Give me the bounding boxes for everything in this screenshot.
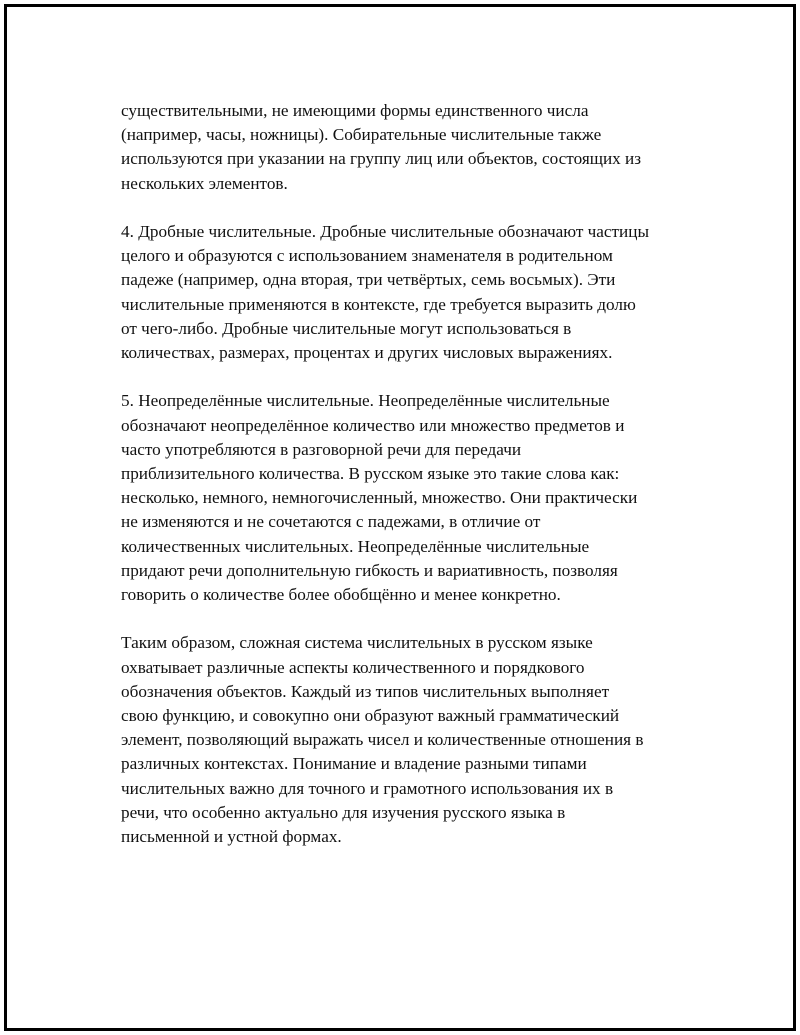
text-line: различных контекстах. Понимание и владение разными типами [121,754,587,774]
text-line: Таким образом, сложная система числительных в русском языке [121,633,593,653]
text-line: числительные применяются в контексте, где требуется выразить долю [121,294,636,314]
text-line: количествах, размерах, процентах и других числовых выражениях. [121,343,613,363]
text-line: нескольких элементов. [121,173,288,193]
paragraph-fractional-numerals [121,220,711,365]
text-line: элемент, позволяющий выражать чисел и количественные отношения в [121,730,644,750]
text-line: не изменяются и не сочетаются с падежами, в отличие от [121,512,541,532]
text-line: используются при указании на группу лиц или объектов, состоящих из [121,149,642,169]
text-line: 4. Дробные числительные. Дробные числительные обозначают частицы [121,222,649,241]
text-line: падеже (например, одна вторая, три четвёртых, семь восьмых). Эти [121,270,616,290]
text-line: несколько, немного, немногочисленный, множество. Они практически [121,488,638,508]
text-line: (например, часы, ножницы). Собирательные числительные также [121,125,602,145]
text-line: существительными, не имеющими формы единственного числа [121,101,589,120]
text-line: количественных числительных. Неопределённые числительные [121,536,590,556]
paragraph-collective-numerals-end [121,99,711,196]
text-line: обозначают неопределённое количество или множество предметов и [121,415,625,435]
text-line: обозначения объектов. Каждый из типов числительных выполняет [121,681,610,701]
text-line: приблизительного количества. В русском языке это такие слова как: [121,464,620,484]
text-line: придают речи дополнительную гибкость и вариативность, позволяя [121,560,618,580]
text-line: от чего-либо. Дробные числительные могут использоваться в [121,318,572,338]
text-line: свою функцию, и совокупно они образуют важный грамматический [121,706,620,726]
text-line: речи, что особенно актуально для изучения русского языка в [121,802,566,822]
page-frame [4,4,796,1031]
text-line: говорить о количестве более обобщённо и менее конкретно. [121,585,561,605]
text-line: числительных важно для точного и грамотного использования их в [121,778,614,798]
text-line: часто употребляются в разговорной речи для передачи [121,439,522,459]
text-line: 5. Неопределённые числительные. Неопределённые числительные [121,391,610,411]
page-content [121,99,711,873]
paragraph-conclusion [121,631,711,849]
text-line: целого и образуются с использованием знаменателя в родительном [121,246,613,266]
text-line: письменной и устной формах. [121,827,342,847]
text-line: охватывает различные аспекты количественного и порядкового [121,657,585,677]
paragraph-indefinite-numerals [121,389,711,607]
